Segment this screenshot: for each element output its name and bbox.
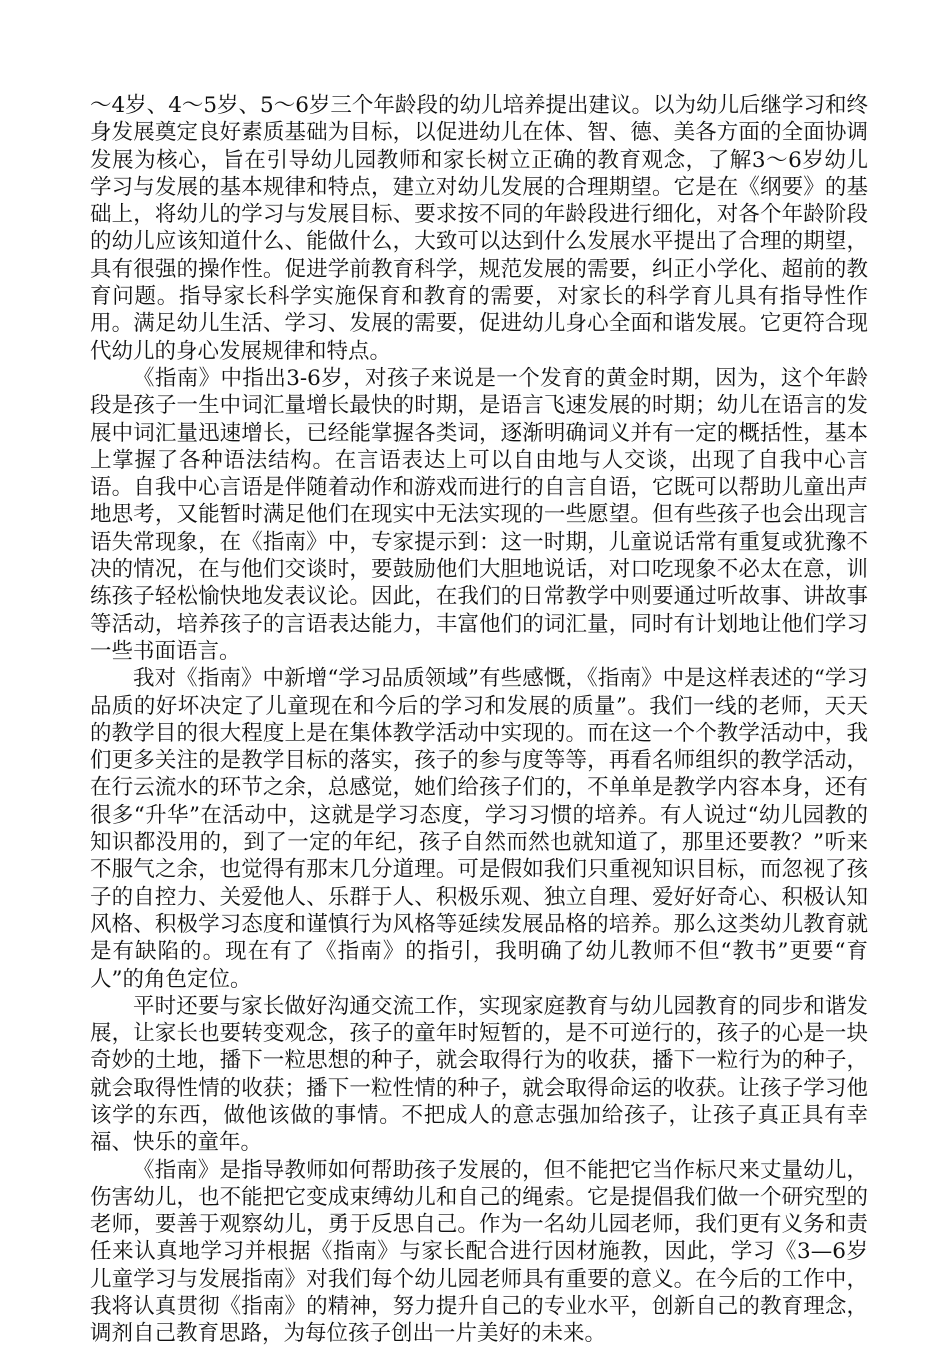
paragraph-5: 《指南》是指导教师如何帮助孩子发展的，但不能把它当作标尺来丈量幼儿，伤害幼儿，也不能把它变成束缚幼儿和自己的绳索。它是提倡我们做一个研究型的老师，要善于观察幼儿，勇于反思自己。作为一名幼儿园老师，我们更有义务和责任来认真地学习并根据《指南》与家长配合进行因材施教，因此，学习《3—6岁儿童学习与发展指南》对我们每个幼儿园老师具有重要的意义。在今后的工作中，我将认真贯彻《指南》的精神，努力提升自己的专业水平，创新自己的教育理念，调剂自己教育思路，为每位孩子创出一片美好的未来。: [90, 1157, 868, 1347]
document-body: [90, 92, 868, 1348]
paragraph-4: 平时还要与家长做好沟通交流工作，实现家庭教育与幼儿园教育的同步和谐发展，让家长也要转变观念，孩子的童年时短暂的，是不可逆行的，孩子的心是一块奇妙的土地，播下一粒思想的种子，就会取得行为的收获，播下一粒行为的种子，就会取得性情的收获；播下一粒性情的种子，就会取得命运的收获。让孩子学习他该学的东西，做他该做的事情。不把成人的意志强加给孩子，让孩子真正具有幸福、快乐的童年。: [90, 993, 868, 1156]
paragraph-2: 《指南》中指出3-6岁，对孩子来说是一个发育的黄金时期，因为，这个年龄段是孩子一生中词汇量增长最快的时期，是语言飞速发展的时期；幼儿在语言的发展中词汇量迅速增长，已经能掌握各类词，逐渐明确词义并有一定的概括性，基本上掌握了各种语法结构。在言语表达上可以自由地与人交谈，出现了自我中心言语。自我中心言语是伴随着动作和游戏而进行的自言自语，它既可以帮助儿童出声地思考，又能暂时满足他们在现实中无法实现的一些愿望。但有些孩子也会出现言语失常现象，在《指南》中，专家提示到：这一时期，儿童说话常有重复或犹豫不决的情况，在与他们交谈时，要鼓励他们大胆地说话，对口吃现象不必太在意，训练孩子轻松愉快地发表议论。因此，在我们的日常教学中则要通过听故事、讲故事等活动，培养孩子的言语表达能力，丰富他们的词汇量，同时有计划地让他们学习一些书面语言。: [90, 365, 868, 664]
paragraph-3: 我对《指南》中新增“学习品质领域”有些感慨，《指南》中是这样表述的“学习品质的好坏决定了儿童现在和今后的学习和发展的质量”。我们一线的老师，天天的教学目的很大程度上是在集体教学活动中实现的。而在这一个个教学活动中，我们更多关注的是教学目标的落实，孩子的参与度等等，再看名师组织的教学活动，在行云流水的环节之余，总感觉，她们给孩子们的，不单单是教学内容本身，还有很多“升华”在活动中，这就是学习态度，学习习惯的培养。有人说过“幼儿园教的知识都没用的，到了一定的年纪，孩子自然而然也就知道了，那里还要教？”听来不服气之余，也觉得有那末几分道理。可是假如我们只重视知识目标，而忽视了孩子的自控力、关爱他人、乐群于人、积极乐观、独立自理、爱好好奇心、积极认知风格、积极学习态度和谨慎行为风格等延续发展品格的培养。那么这类幼儿教育就是有缺陷的。现在有了《指南》的指引，我明确了幼儿教师不但“教书”更要“育人”的角色定位。: [90, 666, 868, 992]
paragraph-1: ～4岁、4～5岁、5～6岁三个年龄段的幼儿培养提出建议。以为幼儿后继学习和终身发展奠定良好素质基础为目标，以促进幼儿在体、智、德、美各方面的全面协调发展为核心，旨在引导幼儿园教师和家长树立正确的教育观念，了解3～6岁幼儿学习与发展的基本规律和特点，建立对幼儿发展的合理期望。它是在《纲要》的基础上，将幼儿的学习与发展目标、要求按不同的年龄段进行细化，对各个年龄阶段的幼儿应该知道什么、能做什么，大致可以达到什么发展水平提出了合理的期望，具有很强的操作性。促进学前教育科学，规范发展的需要，纠正小学化、超前的教育问题。指导家长科学实施保育和教育的需要，对家长的科学育儿具有指导性作用。满足幼儿生活、学习、发展的需要，促进幼儿身心全面和谐发展。它更符合现代幼儿的身心发展规律和特点。: [90, 93, 868, 364]
